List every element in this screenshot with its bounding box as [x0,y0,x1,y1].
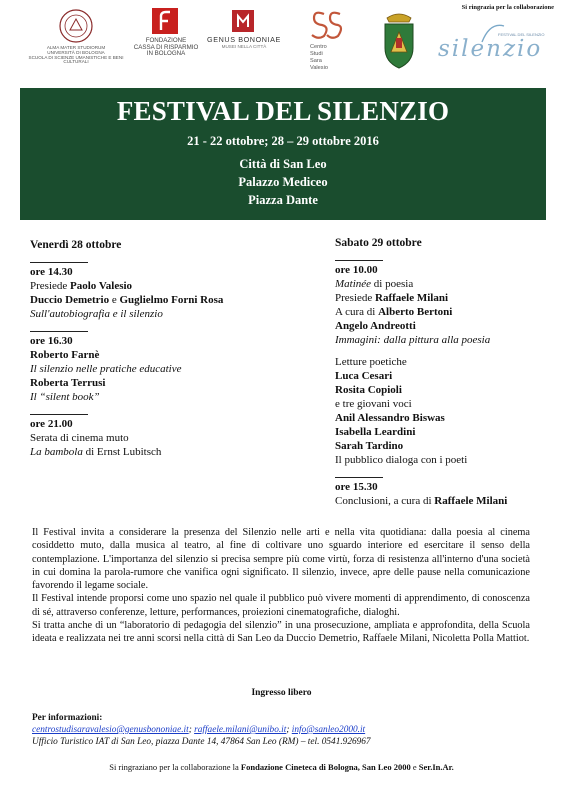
centro-line: Sara [310,58,322,64]
fondazione-line: IN BOLOGNA [146,50,186,57]
program-line: Matinée di poesia [335,278,414,290]
speaker-name: Raffaele Milani [375,292,449,304]
program-line: Duccio Demetrio e Guglielmo Forni Rosa [30,294,224,306]
logo-silenzio [432,4,556,72]
program-line: A cura di Alberto Bertoni [335,306,453,318]
festival-dates: 21 - 22 ottobre; 28 – 29 ottobre 2016 [187,134,379,148]
speaker-name: Angelo Andreotti [335,320,416,332]
festival-venue: Palazzo Mediceo [238,175,328,189]
program-line: Presiede Raffaele Milani [335,292,449,304]
logo-centro-studi [302,8,352,80]
unibo-line: UNIVERSITÀ DI BOLOGNA [47,49,105,55]
program-line: Letture poetiche [335,356,407,368]
description-paragraph: Il Festival intende proporsi come uno spazio nel quale il pubblico può vivere momenti di apprendimento, di conoscenza di sé, attraverso conferenze, letture, performances, proiezioni cinematografiche, dialoghi. [32,593,530,618]
session-time: ore 21.00 [30,418,73,430]
program-line: e tre giovani voci [335,398,412,410]
email-link[interactable]: centrostudisaravalesio@genusbononiae.it [32,725,189,735]
email-line: centrostudisaravalesio@genusbononiae.it; raffaele.milani@unibo.it; info@sanleo2000.it [32,725,366,735]
genus-mark-icon [232,10,254,32]
program-right [335,236,550,508]
genus-sub: MUSEI NELLA CITTÀ [221,43,267,49]
divider [30,414,88,415]
day-heading: Venerdì 28 ottobre [30,239,122,251]
divider [335,260,383,261]
talk-title: Immagini: dalla pittura alla poesia [335,334,491,346]
speaker-name: Alberto Bertoni [378,306,453,318]
centro-line: Studi [310,51,323,57]
session-time: ore 16.30 [30,335,73,347]
program-line: Presiede Paolo Valesio [30,280,133,292]
unibo-seal-icon [58,8,94,44]
fondazione-line: FONDAZIONE [145,37,187,44]
acknowledgements: Si ringraziano per la collaborazione la Fondazione Cineteca di Bologna, San Leo 2000 e Ser.In.Ar. [109,762,454,772]
silenzio-sub: FESTIVAL DEL SILENZIO [498,32,545,37]
program-line: Il pubblico dialoga con i poeti [335,454,468,466]
poet-name: Sarah Tardino [335,440,404,452]
centro-line: Valesio [310,65,328,71]
fondazione-line: CASSA DI RISPARMIO [133,43,199,51]
tourist-office: Ufficio Turistico IAT di San Leo, piazza Dante 14, 47864 San Leo (RM) – tel. 0541.926967 [32,737,371,747]
talk-title: Il “silent book” [30,391,100,403]
centro-ss-icon [306,8,346,42]
speaker-name: Raffaele Milani [434,495,508,507]
description-paragraph: Il Festival invita a considerare la presenza del Silenzio nelle arti e nella vita quotidiana: dalla poesia al cinema cosiddetto muto, dalla musica al teatro, al fine di coltivare uno sguardo interiore ed esercitare il senso della contemplazione. L'importanza del silenzio si precisa sempre più come virtù, forza di resistenza all'interno d'una società in cui domina la parola-rumore che vanifica ogni significato. Il silenzio, invece, apre delle pause nella comunicazione favorendo il legame sociale. [32,527,530,592]
day-heading: Sabato 29 ottobre [335,237,422,249]
festival-city: Città di San Leo [239,157,327,171]
email-link[interactable]: info@sanleo2000.it [291,725,366,735]
logo-san-leo-crest [377,8,421,72]
poet-name: Anil Alessandro Biswas [335,412,445,424]
speaker-name: Paolo Valesio [70,280,133,292]
email-link[interactable]: raffaele.milani@unibo.it [194,725,287,735]
coat-of-arms-icon [377,8,421,70]
session-time: ore 15.30 [335,481,378,493]
speaker-name: Duccio Demetrio [30,294,110,306]
speaker-name: Roberto Farnè [30,349,100,361]
genus-title: GENUS BONONIAE [207,35,281,44]
divider [30,262,88,263]
poet-name: Isabella Leardini [335,426,416,438]
program-line: Serata di cinema muto [30,432,129,444]
program-line: Conclusioni, a cura di Raffaele Milani [335,495,508,507]
logo-fondazione [126,8,206,72]
speaker-name: Guglielmo Forni Rosa [119,294,224,306]
poet-name: Luca Cesari [335,370,393,382]
unibo-line: SCUOLA DI SCIENZE UMANISTICHE E BENI CULTURALI [28,54,124,65]
divider [30,331,88,332]
festival-square: Piazza Dante [248,193,318,207]
centro-line: Centro [310,44,327,50]
talk-title: Il silenzio nelle pratiche educative [30,363,182,375]
session-time: ore 10.00 [335,264,378,276]
description-paragraph: Si tratta anche di un “laboratorio di pedagogia del silenzio” in una prosecuzione, ampliata e approfondita, della Scuola ideata e realizzata nei tre anni scorsi nella città di San Leo da Duccio Demetrio, Raffaele Milani, Nicoletta Polla Mattiot. [32,620,530,645]
collab-note: Si ringrazia per la collaborazione [461,4,554,11]
contact-info [32,712,542,748]
fondazione-mark-icon [152,8,178,34]
festival-description [32,526,530,646]
festival-banner [20,88,546,220]
poet-name: Rosita Copioli [335,384,402,396]
logo-unibo [22,8,130,72]
festival-title: FESTIVAL DEL SILENZIO [116,96,450,126]
program-left [30,238,300,459]
unibo-line: ALMA MATER STUDIORUM [46,45,106,50]
free-entry-note: Ingresso libero [251,688,312,698]
speaker-name: Roberta Terrusi [30,377,106,389]
program-line: La bambola di Ernst Lubitsch [30,446,162,458]
info-label: Per informazioni: [32,713,103,723]
session-time: ore 14.30 [30,266,73,278]
divider [335,477,383,478]
talk-title: Sull'autobiografia e il silenzio [30,308,163,320]
silenzio-wordmark: silenzio [438,36,543,62]
logo-genus [196,10,292,60]
